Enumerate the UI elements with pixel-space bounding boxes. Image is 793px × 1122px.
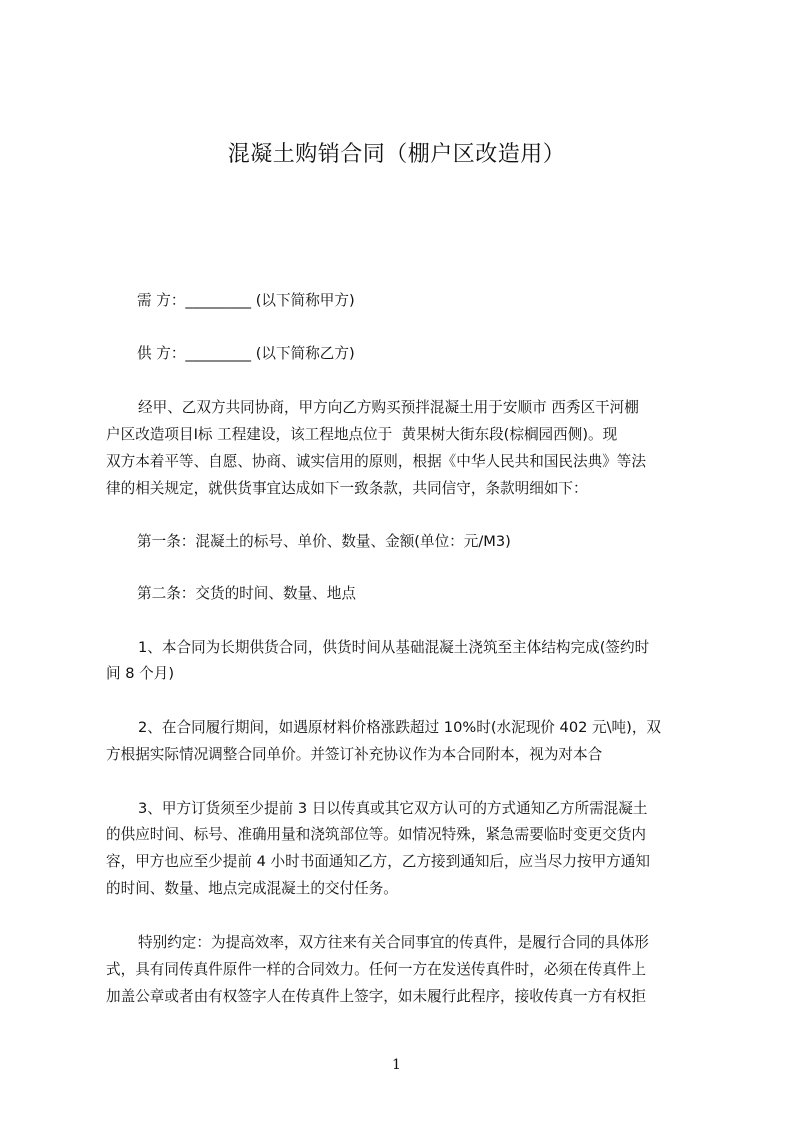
article-1-heading: 第一条：混凝土的标号、单价、数量、金额(单位：元/M3) [137,533,511,550]
intro-line-4: 律的相关规定，就供货事宜达成如下一致条款，共同信守，条款明细如下： [106,480,588,497]
clause-3-line-4: 的时间、数量、地点完成混凝土的交付任务。 [106,880,398,897]
article-2-heading: 第二条：交货的时间、数量、地点 [137,585,356,602]
intro-line-3: 双方本着平等、自愿、协商、诚实信用的原则，根据《中华人民共和国民法典》等法 [106,453,646,470]
clause-3-line-3: 容，甲方也应至少提前 4 小时书面通知乙方，乙方接到通知后，应当尽力按甲方通知 [106,853,650,870]
special-line-1: 特别约定：为提高效率，双方往来有关合同事宜的传真件，是履行合同的具体形 [138,934,649,951]
clause-2-line-2: 方根据实际情况调整合同单价。并签订补充协议作为本合同附本，视为对本合 [106,746,603,763]
party-supply-line: 供 方：_________ (以下简称乙方) [137,345,355,362]
special-line-3: 加盖公章或者由有权签字人在传真件上签字，如未履行此程序，接收传真一方有权拒 [106,988,646,1005]
intro-line-1: 经甲、乙双方共同协商，甲方向乙方购买预拌混凝土用于安顺市 西秀区干河棚 [138,399,639,416]
special-line-2: 式，具有同传真件原件一样的合同效力。任何一方在发送传真件时，必须在传真件上 [106,961,646,978]
intro-line-2: 户区改造项目Ⅰ标 工程建设，该工程地点位于 黄果树大街东段(棕榈园西侧)。现 [106,426,618,443]
page-title: 混凝土购销合同（棚户区改造用） [227,142,566,167]
clause-1-line-2: 间 8 个月) [106,665,175,682]
clause-1-line-1: 1、本合同为长期供货合同，供货时间从基础混凝土浇筑至主体结构完成(签约时 [138,639,650,656]
clause-3-line-2: 的供应时间、标号、准确用量和浇筑部位等。如情况特殊，紧急需要临时变更交货内 [106,826,646,843]
page-number: 1 [392,1057,401,1073]
clause-3-line-1: 3、甲方订货须至少提前 3 日以传真或其它双方认可的方式通知乙方所需混凝土 [138,800,648,817]
party-demand-line: 需 方：_________ (以下简称甲方) [137,292,355,309]
clause-2-line-1: 2、在合同履行期间，如遇原材料价格涨跌超过 10%时(水泥现价 402 元\吨)，双 [138,719,662,736]
